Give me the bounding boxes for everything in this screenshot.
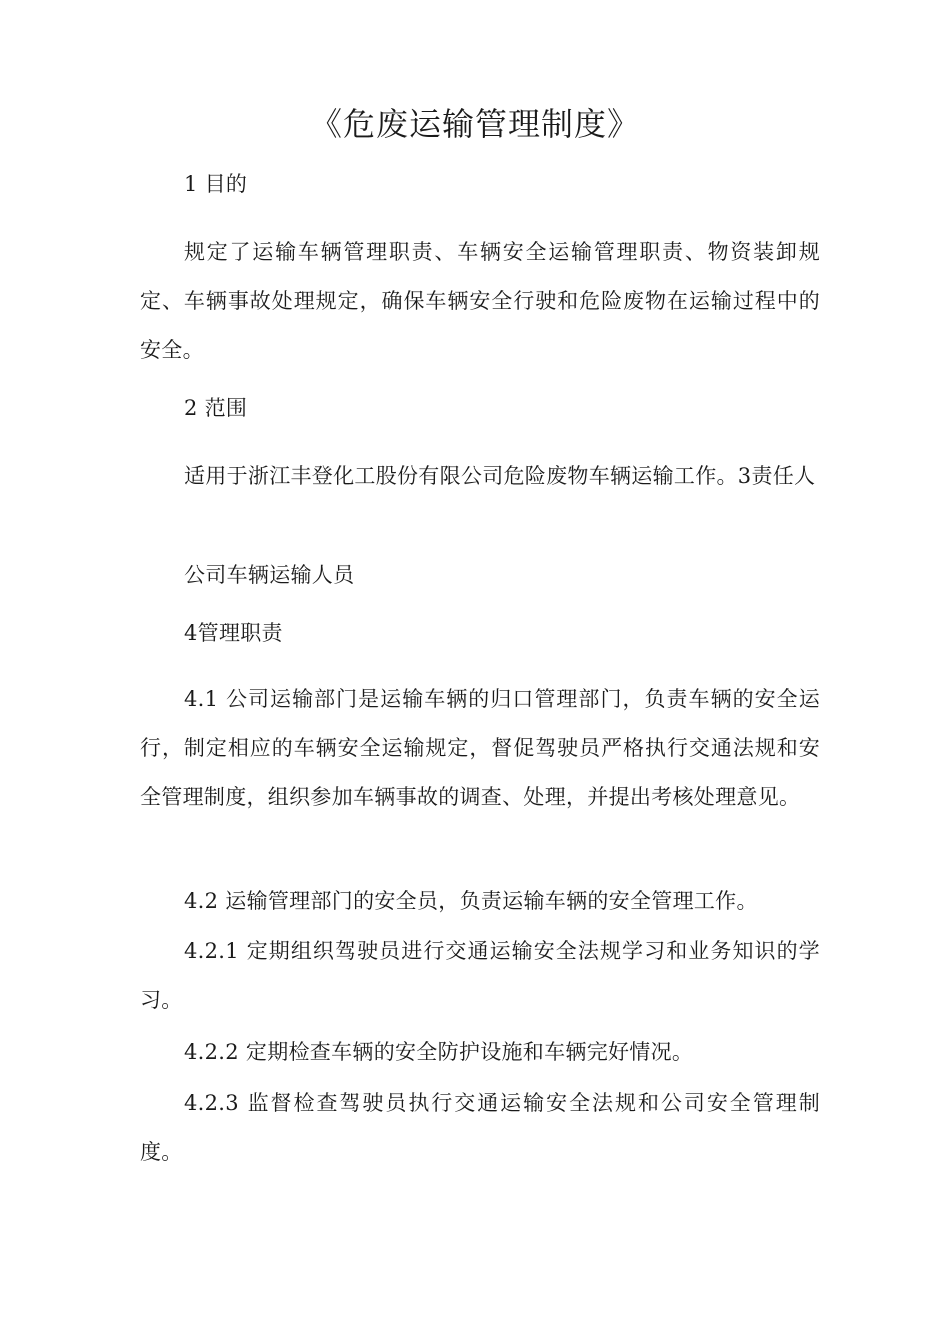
section-4-heading: 4管理职责 [184,621,283,645]
clause-4-2: 4.2 运输管理部门的安全员，负责运输车辆的安全管理工作。 [184,889,758,913]
clause-4-1: 4.1 公司运输部门是运输车辆的归口管理部门，负责车辆的安全运行，制定相应的车辆安全运输规定，督促驾驶员严格执行交通法规和安全管理制度，组织参加车辆事故的调查、处理，并提出考核处理意见。 [140,687,820,809]
section-1-heading: 1 目的 [184,172,248,196]
clause-4-2-1: 4.2.1 定期组织驾驶员进行交通运输安全法规学习和业务知识的学习。 [140,939,820,1012]
section-1-body: 规定了运输车辆管理职责、车辆安全运输管理职责、物资装卸规定、车辆事故处理规定，确保车辆安全行驶和危险废物在运输过程中的安全。 [140,240,820,362]
section-2-heading: 2 范围 [184,396,248,420]
section-3-body: 公司车辆运输人员 [184,563,355,587]
document-title: 《危废运输管理制度》 [309,105,640,143]
clause-4-2-3: 4.2.3 监督检查驾驶员执行交通运输安全法规和公司安全管理制度。 [140,1091,820,1164]
clause-4-2-2: 4.2.2 定期检查车辆的安全防护设施和车辆完好情况。 [184,1040,694,1064]
section-2-body: 适用于浙江丰登化工股份有限公司危险废物车辆运输工作。3责任人 [184,464,816,488]
